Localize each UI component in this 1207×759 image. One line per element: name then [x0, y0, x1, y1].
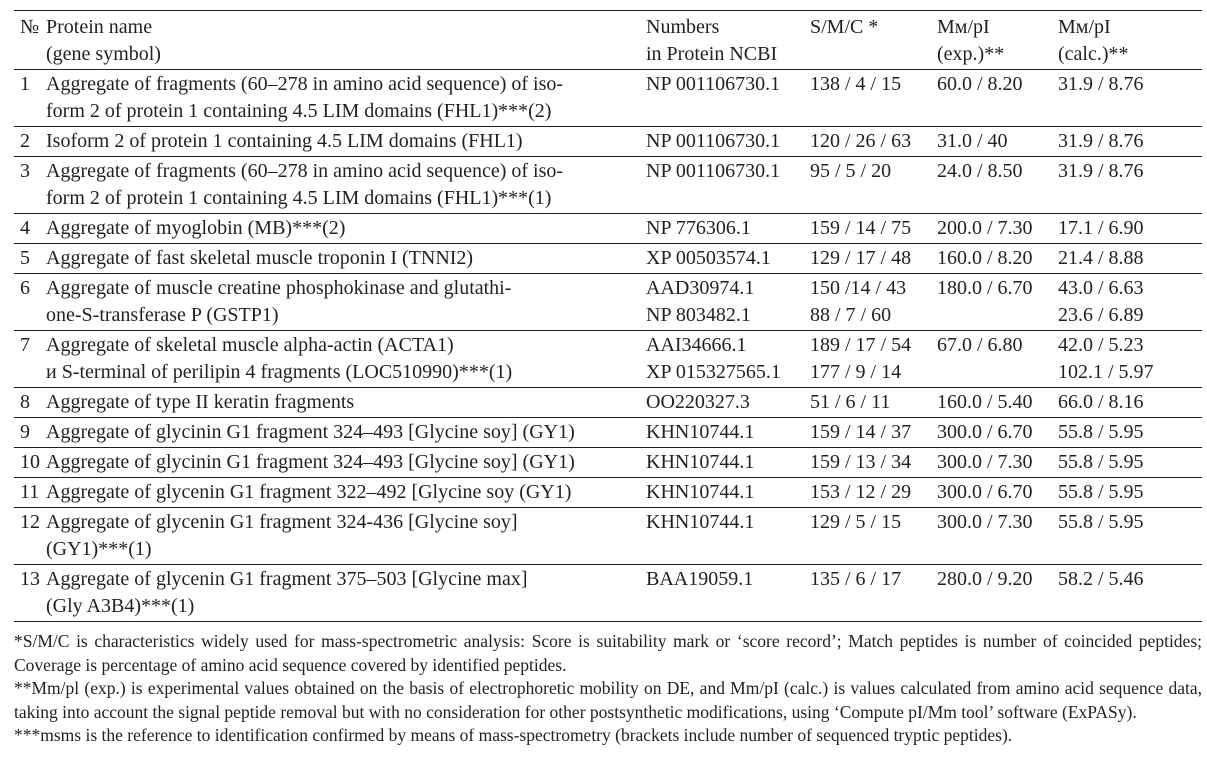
cell-mm-pi-exp — [937, 448, 1058, 478]
cell-smc — [810, 274, 937, 331]
cell-ncbi-number — [646, 565, 810, 622]
cell-protein-name-line: Aggregate of glycenin G1 fragment 375–503 [Glycine max] — [46, 568, 528, 590]
table-row — [14, 157, 1202, 214]
cell-protein-name — [46, 508, 646, 565]
footnote-msms: ***msms is the reference to identification confirmed by means of mass-spectrometry (brackets include number of sequenced tryptic peptides). — [14, 725, 1013, 745]
cell-ncbi-number — [646, 70, 810, 127]
cell-mm-pi-exp-line: 60.0 / 8.20 — [937, 73, 1023, 95]
header-protein-name — [46, 11, 646, 70]
cell-mm-pi-exp-line: 300.0 / 6.70 — [937, 421, 1033, 443]
table-row — [14, 418, 1202, 448]
header-calc-line2: (calc.)** — [1058, 43, 1129, 65]
cell-ncbi-number — [646, 388, 810, 418]
cell-protein-name-line: Aggregate of myoglobin (MB)***(2) — [46, 217, 346, 239]
cell-mm-pi-calc-line: 55.8 / 5.95 — [1058, 511, 1144, 533]
cell-ncbi-number-line: KHN10744.1 — [646, 481, 755, 503]
cell-ncbi-number — [646, 478, 810, 508]
cell-ncbi-number-line: NP 001106730.1 — [646, 160, 781, 182]
cell-ncbi-number-line: NP 776306.1 — [646, 217, 751, 239]
cell-mm-pi-calc-line: 66.0 / 8.16 — [1058, 391, 1144, 413]
cell-smc-line: 159 / 14 / 75 — [810, 217, 912, 239]
cell-mm-pi-exp-line: 31.0 / 40 — [937, 130, 1008, 152]
cell-mm-pi-exp — [937, 127, 1058, 157]
cell-mm-pi-calc-line: 58.2 / 5.46 — [1058, 568, 1144, 590]
cell-mm-pi-calc-line: 102.1 / 5.97 — [1058, 361, 1154, 383]
cell-mm-pi-exp — [937, 508, 1058, 565]
header-protein-name-line1: Protein name — [46, 16, 153, 38]
cell-smc-line: 150 /14 / 43 — [810, 277, 907, 299]
cell-smc — [810, 127, 937, 157]
table-row — [14, 508, 1202, 565]
cell-smc — [810, 388, 937, 418]
cell-protein-name-line: Aggregate of glycenin G1 fragment 322–492 [Glycine soy (GY1) — [46, 481, 572, 503]
cell-smc-line: 138 / 4 / 15 — [810, 73, 902, 95]
cell-protein-name — [46, 478, 646, 508]
table-row — [14, 478, 1202, 508]
cell-mm-pi-calc-line: 55.8 / 5.95 — [1058, 481, 1144, 503]
cell-mm-pi-calc-line: 31.9 / 8.76 — [1058, 73, 1144, 95]
cell-protein-name — [46, 565, 646, 622]
cell-smc — [810, 331, 937, 388]
footnote-smc: *S/M/C is characteristics widely used for mass-spectrometric analysis: Score is suitability mark or ‘score record’; Match peptides is number of coincided peptides; Coverage is percentage of amino acid sequence covered by identified peptides. — [14, 631, 1202, 675]
document-page — [14, 10, 1202, 748]
cell-smc-line: 129 / 5 / 15 — [810, 511, 902, 533]
footnote-mm-pi: **Mm/pl (exp.) is experimental values obtained on the basis of electrophoretic mobility on DE, and Mm/pI (calc.) is values calculated from amino acid sequence data, taking into account the signal peptide removal but with no consideration for other postsynthetic modifications, using ‘Compute pI/Mm tool’ software (ExPASy). — [14, 678, 1202, 722]
cell-mm-pi-calc — [1058, 565, 1202, 622]
cell-number: 1 — [20, 73, 30, 95]
cell-smc — [810, 478, 937, 508]
cell-number: 10 — [14, 448, 46, 478]
cell-ncbi-number-line: KHN10744.1 — [646, 451, 755, 473]
cell-mm-pi-calc — [1058, 448, 1202, 478]
cell-number: 5 — [14, 244, 46, 274]
header-ncbi-line1: Numbers — [646, 16, 720, 38]
cell-number: 9 — [14, 418, 46, 448]
cell-mm-pi-calc — [1058, 478, 1202, 508]
header-exp-line2: (exp.)** — [937, 43, 1005, 65]
cell-ncbi-number-line: NP 001106730.1 — [646, 73, 781, 95]
cell-smc-line: 153 / 12 / 29 — [810, 481, 912, 503]
cell-protein-name-line: Aggregate of fragments (60–278 in amino acid sequence) of iso- — [46, 73, 564, 95]
cell-ncbi-number — [646, 418, 810, 448]
cell-protein-name-line: (Gly A3B4)***(1) — [46, 595, 195, 617]
protein-table — [14, 10, 1202, 622]
cell-ncbi-number — [646, 508, 810, 565]
cell-protein-name-line: Aggregate of type II keratin fragments — [46, 391, 355, 413]
cell-protein-name — [46, 157, 646, 214]
cell-mm-pi-exp-line: 160.0 / 8.20 — [937, 247, 1033, 269]
cell-ncbi-number-line: XP 015327565.1 — [646, 361, 781, 383]
cell-mm-pi-exp-line: 200.0 / 7.30 — [937, 217, 1033, 239]
cell-mm-pi-exp-line: 300.0 / 7.30 — [937, 451, 1033, 473]
cell-mm-pi-exp-line: 180.0 / 6.70 — [937, 277, 1033, 299]
header-ncbi-line2: in Protein NCBI — [646, 43, 778, 65]
cell-ncbi-number-line: NP 803482.1 — [646, 304, 751, 326]
cell-mm-pi-calc-line: 23.6 / 6.89 — [1058, 304, 1144, 326]
table-row — [14, 448, 1202, 478]
cell-smc-line: 51 / 6 / 11 — [810, 391, 891, 413]
cell-smc-line: 159 / 13 / 34 — [810, 451, 912, 473]
cell-smc-line: 189 / 17 / 54 — [810, 334, 912, 356]
table-row — [14, 70, 1202, 127]
table-row — [14, 127, 1202, 157]
cell-protein-name — [46, 331, 646, 388]
cell-mm-pi-calc-line: 31.9 / 8.76 — [1058, 160, 1144, 182]
cell-protein-name-line: Aggregate of glycinin G1 fragment 324–493 [Glycine soy] (GY1) — [46, 451, 575, 473]
cell-smc — [810, 70, 937, 127]
cell-ncbi-number-line: KHN10744.1 — [646, 511, 755, 533]
header-mm-pi-exp — [937, 11, 1058, 70]
cell-smc — [810, 418, 937, 448]
cell-mm-pi-exp-line: 24.0 / 8.50 — [937, 160, 1023, 182]
cell-number: 7 — [14, 331, 46, 388]
header-number: № — [14, 11, 46, 70]
header-protein-name-line2: (gene symbol) — [46, 43, 161, 65]
table-row — [14, 388, 1202, 418]
cell-number: 11 — [14, 478, 46, 508]
cell-mm-pi-calc — [1058, 70, 1202, 127]
cell-mm-pi-calc-line: 21.4 / 8.88 — [1058, 247, 1144, 269]
cell-mm-pi-exp — [937, 331, 1058, 388]
cell-smc-line: 177 / 9 / 14 — [810, 361, 902, 383]
cell-protein-name-line: и S-terminal of perilipin 4 fragments (LOC510990)***(1) — [46, 361, 513, 383]
cell-protein-name — [46, 70, 646, 127]
cell-mm-pi-exp-line: 160.0 / 5.40 — [937, 391, 1033, 413]
cell-mm-pi-calc-line: 31.9 / 8.76 — [1058, 130, 1144, 152]
cell-protein-name — [46, 127, 646, 157]
table-row — [14, 214, 1202, 244]
table-body — [14, 70, 1202, 622]
cell-smc-line: 129 / 17 / 48 — [810, 247, 912, 269]
cell-mm-pi-exp-line: 300.0 / 6.70 — [937, 481, 1033, 503]
cell-protein-name-line: (GY1)***(1) — [46, 538, 152, 560]
cell-number: 6 — [14, 274, 46, 331]
header-calc-line1: Mм/pI — [1058, 16, 1111, 38]
cell-protein-name — [46, 274, 646, 331]
cell-smc-line: 88 / 7 / 60 — [810, 304, 892, 326]
cell-protein-name-line: Aggregate of fragments (60–278 in amino acid sequence) of iso- — [46, 160, 564, 182]
cell-mm-pi-calc-line: 55.8 / 5.95 — [1058, 421, 1144, 443]
cell-mm-pi-calc — [1058, 388, 1202, 418]
cell-mm-pi-exp-line: 280.0 / 9.20 — [937, 568, 1033, 590]
cell-ncbi-number — [646, 274, 810, 331]
cell-ncbi-number — [646, 244, 810, 274]
cell-ncbi-number — [646, 331, 810, 388]
cell-number: 2 — [14, 127, 46, 157]
cell-protein-name — [46, 418, 646, 448]
cell-smc — [810, 244, 937, 274]
cell-protein-name — [46, 388, 646, 418]
cell-mm-pi-calc — [1058, 508, 1202, 565]
cell-ncbi-number — [646, 157, 810, 214]
cell-protein-name-line: Aggregate of muscle creatine phosphokinase and glutathi- — [46, 277, 512, 299]
cell-ncbi-number-line: AAI34666.1 — [646, 334, 747, 356]
table-row — [14, 565, 1202, 622]
cell-ncbi-number-line: XP 00503574.1 — [646, 247, 771, 269]
cell-protein-name-line: form 2 of protein 1 containing 4.5 LIM domains (FHL1)***(1) — [46, 187, 552, 209]
cell-smc — [810, 565, 937, 622]
cell-number: 4 — [14, 214, 46, 244]
cell-smc-line: 135 / 6 / 17 — [810, 568, 902, 590]
cell-ncbi-number — [646, 127, 810, 157]
cell-smc-line: 159 / 14 / 37 — [810, 421, 912, 443]
header-mm-pi-calc — [1058, 11, 1202, 70]
cell-mm-pi-calc-line: 43.0 / 6.63 — [1058, 277, 1144, 299]
cell-mm-pi-exp — [937, 274, 1058, 331]
cell-mm-pi-calc — [1058, 331, 1202, 388]
cell-smc — [810, 448, 937, 478]
cell-protein-name-line: Aggregate of glycenin G1 fragment 324-436 [Glycine soy] — [46, 511, 518, 533]
cell-smc-line: 120 / 26 / 63 — [810, 130, 912, 152]
cell-number: 13 — [14, 565, 46, 622]
cell-mm-pi-calc-line: 42.0 / 5.23 — [1058, 334, 1144, 356]
cell-mm-pi-exp — [937, 157, 1058, 214]
table-row — [14, 331, 1202, 388]
cell-mm-pi-exp — [937, 478, 1058, 508]
cell-protein-name-line: Aggregate of fast skeletal muscle troponin I (TNNI2) — [46, 247, 474, 269]
cell-smc — [810, 508, 937, 565]
cell-protein-name-line: Isoform 2 of protein 1 containing 4.5 LIM domains (FHL1) — [46, 130, 523, 152]
header-exp-line1: Mм/pI — [937, 16, 990, 38]
cell-protein-name — [46, 214, 646, 244]
cell-ncbi-number-line: BAA19059.1 — [646, 568, 754, 590]
cell-mm-pi-calc — [1058, 157, 1202, 214]
cell-mm-pi-calc — [1058, 418, 1202, 448]
table-row — [14, 244, 1202, 274]
table-header — [14, 11, 1202, 70]
cell-smc-line: 95 / 5 / 20 — [810, 160, 892, 182]
cell-number: 3 — [14, 157, 46, 214]
cell-number: 12 — [14, 508, 46, 565]
cell-ncbi-number-line: KHN10744.1 — [646, 421, 755, 443]
cell-protein-name-line: Aggregate of skeletal muscle alpha-actin (ACTA1) — [46, 334, 454, 356]
cell-ncbi-number-line: NP 001106730.1 — [646, 130, 781, 152]
cell-mm-pi-exp-line: 67.0 / 6.80 — [937, 334, 1023, 356]
cell-protein-name-line: form 2 of protein 1 containing 4.5 LIM domains (FHL1)***(2) — [46, 100, 552, 122]
cell-mm-pi-exp — [937, 565, 1058, 622]
cell-mm-pi-exp — [937, 388, 1058, 418]
cell-protein-name — [46, 244, 646, 274]
cell-mm-pi-exp — [937, 214, 1058, 244]
cell-mm-pi-calc-line: 55.8 / 5.95 — [1058, 451, 1144, 473]
header-ncbi-numbers — [646, 11, 810, 70]
cell-protein-name-line: one-S-transferase P (GSTP1) — [46, 304, 279, 326]
cell-smc — [810, 214, 937, 244]
cell-mm-pi-calc — [1058, 127, 1202, 157]
cell-mm-pi-calc-line: 17.1 / 6.90 — [1058, 217, 1144, 239]
cell-ncbi-number — [646, 448, 810, 478]
cell-mm-pi-calc — [1058, 244, 1202, 274]
cell-number: 8 — [14, 388, 46, 418]
cell-protein-name-line: Aggregate of glycinin G1 fragment 324–493 [Glycine soy] (GY1) — [46, 421, 575, 443]
cell-ncbi-number — [646, 214, 810, 244]
cell-ncbi-number-line: OO220327.3 — [646, 391, 750, 413]
cell-protein-name — [46, 448, 646, 478]
cell-mm-pi-exp — [937, 70, 1058, 127]
cell-mm-pi-exp-line: 300.0 / 7.30 — [937, 511, 1033, 533]
cell-smc — [810, 157, 937, 214]
cell-mm-pi-calc — [1058, 274, 1202, 331]
header-smc: S/M/C * — [810, 11, 937, 70]
cell-ncbi-number-line: AAD30974.1 — [646, 277, 755, 299]
table-row — [14, 274, 1202, 331]
cell-mm-pi-calc — [1058, 214, 1202, 244]
cell-mm-pi-exp — [937, 244, 1058, 274]
footnotes — [14, 630, 1202, 748]
cell-mm-pi-exp — [937, 418, 1058, 448]
